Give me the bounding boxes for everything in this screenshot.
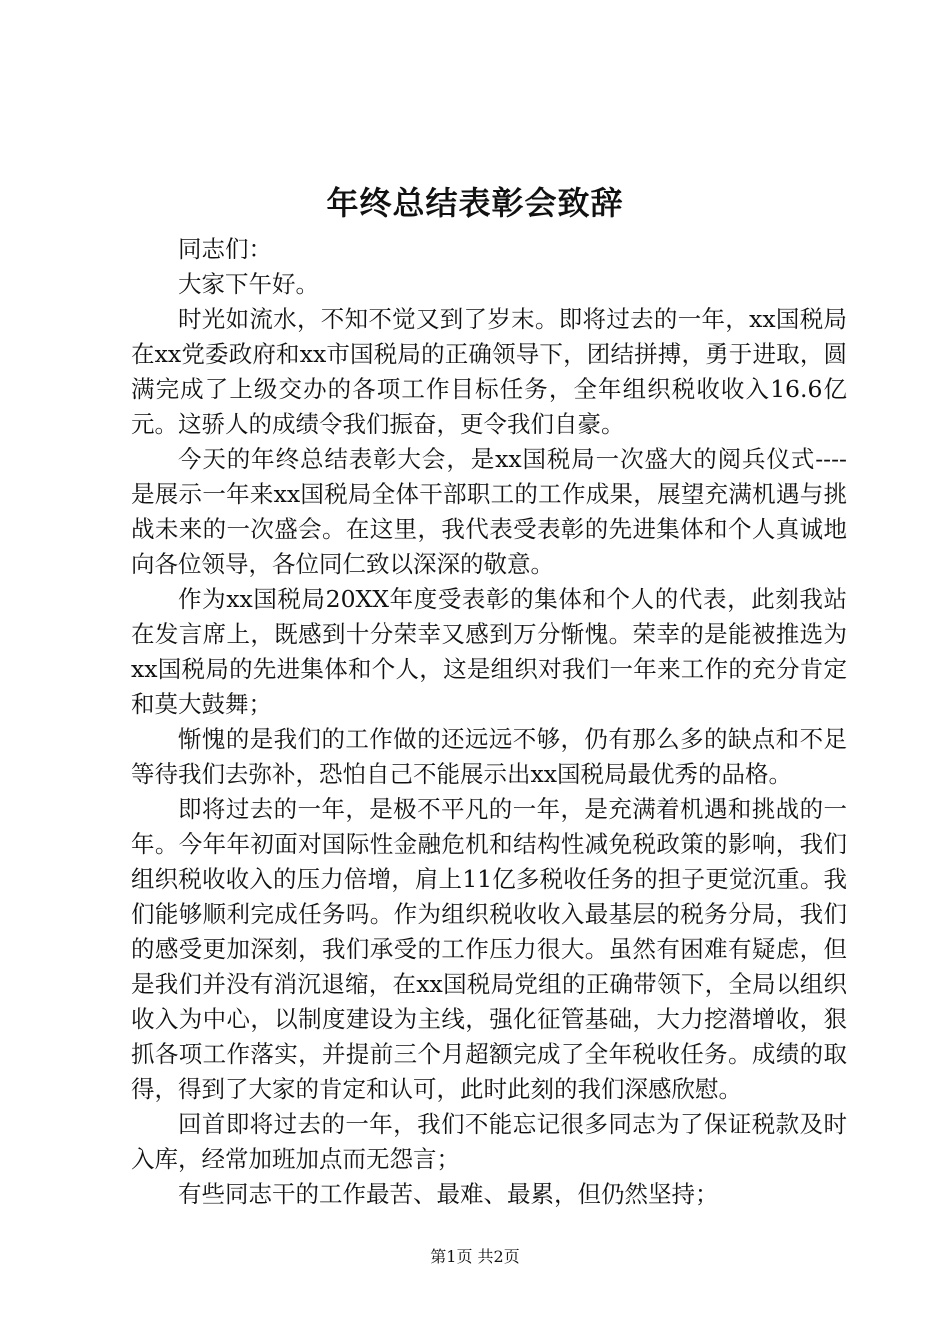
paragraph: 作为xx国税局20XX年度受表彰的集体和个人的代表，此刻我站在发言席上，既感到十分荣幸又感到万分惭愧。荣幸的是能被推选为xx国税局的先进集体和个人，这是组织对我们一年来工作的充分肯定和莫大鼓舞； [131, 585, 847, 718]
paragraph: 有些同志干的工作最苦、最难、最累，但仍然坚持； [178, 1180, 719, 1208]
paragraph-greeting: 大家下午好。 [178, 270, 319, 298]
document-title: 年终总结表彰会致辞 [326, 184, 624, 222]
paragraph: 惭愧的是我们的工作做的还远远不够，仍有那么多的缺点和不足等待我们去弥补，恐怕自己不能展示出xx国税局最优秀的品格。 [131, 725, 847, 788]
paragraph-salutation: 同志们： [178, 235, 272, 263]
page-number-footer: 第1页 共2页 [430, 1247, 520, 1266]
paragraph: 回首即将过去的一年，我们不能忘记很多同志为了保证税款及时入库，经常加班加点而无怨言； [131, 1110, 847, 1173]
paragraph: 今天的年终总结表彰大会，是xx国税局一次盛大的阅兵仪式----是展示一年来xx国税局全体干部职工的工作成果，展望充满机遇与挑战未来的一次盛会。在这里，我代表受表彰的先进集体和个人真诚地向各位领导，各位同仁致以深深的敬意。 [131, 445, 847, 578]
paragraph: 时光如流水，不知不觉又到了岁末。即将过去的一年，xx国税局在xx党委政府和xx市国税局的正确领导下，团结拼搏，勇于进取，圆满完成了上级交办的各项工作目标任务，全年组织税收收入16.6亿元。这骄人的成绩令我们振奋，更令我们自豪。 [131, 305, 847, 438]
paragraph: 即将过去的一年，是极不平凡的一年，是充满着机遇和挑战的一年。今年年初面对国际性金融危机和结构性减免税政策的影响，我们组织税收收入的压力倍增，肩上11亿多税收任务的担子更觉沉重。我们能够顺利完成任务吗。作为组织税收收入最基层的税务分局，我们的感受更加深刻，我们承受的工作压力很大。虽然有困难有疑虑，但是我们并没有消沉退缩，在xx国税局党组的正确带领下，全局以组织收入为中心，以制度建设为主线，强化征管基础，大力挖潜增收，狠抓各项工作落实，并提前三个月超额完成了全年税收任务。成绩的取得，得到了大家的肯定和认可，此时此刻的我们深感欣慰。 [131, 795, 847, 1103]
document-body [131, 232, 847, 1212]
